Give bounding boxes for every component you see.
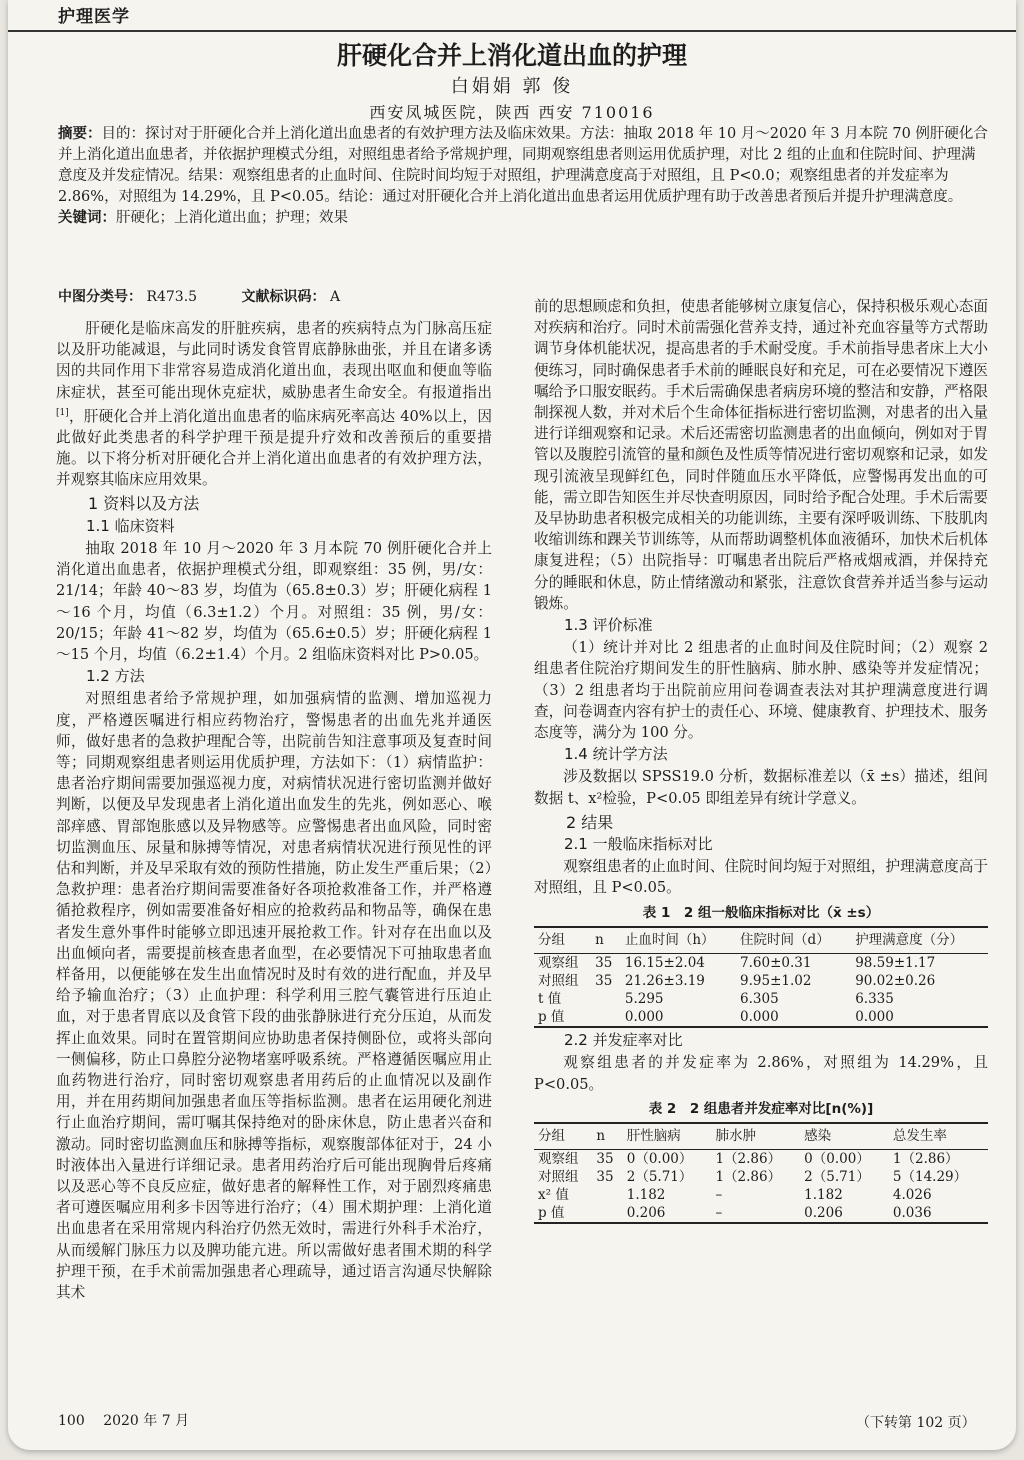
running-header [8, 0, 1016, 32]
table2-header: 分组 [534, 1123, 592, 1150]
general-paragraph: 观察组患者的止血时间、住院时间均短于对照组，护理满意度高于对照组，且 P<0.05。 [534, 858, 988, 897]
complications-paragraph: 观察组患者的并发症率为 2.86%，对照组为 14.29%，且 P<0.05。 [534, 1054, 988, 1093]
table2-header: 肝性脑病 [623, 1123, 712, 1150]
article-title: 肝硬化合并上消化道出血的护理 [336, 41, 687, 70]
clc-value: R473.5 [146, 289, 198, 305]
keywords-label: 关键词： [58, 210, 116, 226]
table-row: 观察组 35 16.15±2.04 7.60±0.31 98.59±1.17 [538, 955, 936, 972]
heading-methods: 1 资料以及方法 [88, 494, 200, 514]
table1 [534, 926, 988, 1028]
heading-statistics: 1.4 统计学方法 [564, 745, 668, 764]
keywords-text: 肝硬化；上消化道出血；护理；效果 [116, 210, 348, 226]
abstract-text: 目的：探讨对于肝硬化合并上消化道出血患者的有效护理方法及临床效果。方法：抽取 2018 年 10 月～2020 年 3 月本院 70 例肝硬化合并上消化道出血患者，并依据护理模式分组，对照组患者给予常规护理，同期观察组患者则运用优质护理，对比 2 组的止血和住院时间、护理满意度及并发症情况。结果：观察组患者的止血时间、住院时间均短于对照组，护理满意度高于对照组，且 P<0.0；观察组患者的并发症率为 2.86%，对照组为 14.29%，且 P<0.05。结论：通过对肝硬化合并上消化道出血患者运用优质护理有助于改善患者预后并提升护理满意度。 [58, 126, 988, 205]
table1-header: n [591, 927, 621, 954]
heading-complications: 2.2 并发症率对比 [564, 1031, 683, 1050]
keywords [58, 208, 988, 229]
journal-page [8, 0, 1016, 1450]
citation-ref: [1] [56, 407, 69, 418]
authors: 白娟娟 郭 俊 [450, 76, 574, 97]
doc-code-value: A [329, 289, 341, 305]
heading-results: 2 结果 [566, 812, 614, 832]
doc-code-label: 文献标识码： [241, 289, 326, 305]
evaluation-paragraph: （1）统计并对比 2 组患者的止血时间及住院时间；（2）观察 2 组患者住院治疗期间发生的肝性脑病、肺水肿、感染等并发症情况；（3）2 组患者均于出院前应用问卷调查表法对其护理满意度进行调查，问卷调查内容有护士的责任心、环境、健康教育、护理技术、服务态度等，满分为 100 分。 [534, 639, 988, 742]
table-row: 对照组 35 21.26±3.19 9.95±1.02 90.02±0.26 [538, 973, 936, 990]
right-column [534, 296, 988, 1224]
table2-title: 表 2 2 组患者并发症率对比[n(%)] [648, 1100, 874, 1117]
table2-header: 肺水肿 [711, 1123, 800, 1150]
table1-title: 表 1 2 组一般临床指标对比（x̄ ±s） [642, 904, 880, 921]
issue-date: 2020 年 7 月 [103, 1413, 190, 1429]
table1-header: 止血时间（h） [621, 927, 736, 954]
table2-header: 总发生率 [889, 1123, 988, 1150]
page-footer [58, 1410, 189, 1430]
method-paragraph: 对照组患者给予常规护理，如加强病情的监测、增加巡视力度，严格遵医嘱进行相应药物治疗，警惕患者的出血先兆并通医师，做好患者的急救护理配合等，出院前告知注意事项及复查时间等；同期观察组患者则运用优质护理，方法如下：（1）病情监护：患者治疗期间需要加强巡视力度，对病情状况进行密切监测并做好判断，以便及早发现患者上消化道出血发生的先兆，例如恶心、喉部痒感、胃部饱胀感以及异物感等。应警惕患者出血风险，同时密切监测血压、尿量和脉搏等情况，对患者病情状况进行预见性的评估和判断，并及早采取有效的预防性措施，防止发生严重后果；（2）急救护理：患者治疗期间需要准备好各项抢救准备工作，并严格遵循抢救程序，例如需要准备好相应的抢救药品和物品等，确保在患者发生意外事件时能够立即迅速开展抢救工作。针对存在出血以及出血倾向者，需要提前核查患者血型，在必要情况下可抽取患者血样备用，以便能够在发生出血情况时及时有效的进行配血，并及早给予输血治疗；（3）止血护理：科学利用三腔气囊管进行压迫止血，对于患者胃底以及食管下段的曲张静脉进行充分压迫，从而发挥止血效果。同时在置管期间应协助患者保持侧卧位，或将头部向一侧偏移，防止口鼻腔分泌物堵塞呼吸系统。严格遵循医嘱应用止血药物进行治疗，同时密切观察患者用药后的止血情况以及副作用，并在用药期间加强患者血压等指标监测。患者在运用硬化剂进行止血治疗期间，需叮嘱其保持绝对的卧床休息，防止患者兴奋和激动。同时密切监测血压和脉搏等指标，观察腹部体征对于，24 小时液体出入量进行详细记录。患者用药治疗后可能出现胸骨后疼痛以及恶心等不良反应症，做好患者的解释性工作，对于剧烈疼痛患者可遵医嘱应用利多卡因等进行治疗；（4）围术期护理：上消化道出血患者在采用常规内科治疗仍然无效时，需进行外科手术治疗，从而缓解门脉压力以及脾功能亢进。所以需做好患者围术期的科学护理干预，在手术前需加强患者心理疏导，通过语言沟通尽快解除其术 [56, 690, 492, 1301]
continued-note: （下转第 102 页） [856, 1415, 976, 1431]
abstract-label: 摘要： [58, 126, 102, 142]
table1-header: 住院时间（d） [736, 927, 851, 954]
table-row: p 值 0.000 0.000 0.000 [538, 1009, 894, 1026]
heading-general-indicators: 2.1 一般临床指标对比 [564, 835, 713, 854]
section-label: 护理医学 [58, 7, 130, 27]
clinical-paragraph: 抽取 2018 年 10 月～2020 年 3 月本院 70 例肝硬化合并上消化道出血患者，依据护理模式分组，即观察组：35 例，男/女：21/14；年龄 40～83 岁，均值为（65.8±0.3）岁；肝硬化病程 1～16 个月，均值（6.3±1.2）个月。对照组：35 例，男/女：20/15；年龄 41～82 岁，均值为（65.6±0.5）岁；肝硬化病程 1～15 个月，均值（6.2±1.4）个月。2 组临床资料对比 P>0.05。 [56, 539, 492, 663]
table-row: 对照组 35 2（5.71） 1（2.86） 2（5.71） 5（14.29） [538, 1169, 968, 1186]
table1-header: 护理满意度（分） [851, 927, 988, 954]
page-number: 100 [58, 1413, 85, 1429]
intro-paragraph: 肝硬化是临床高发的肝脏疾病，患者的疾病特点为门脉高压症以及肝功能减退，与此同时诱发食管胃底静脉曲张，并且在诸多诱因的共同作用下非常容易造成消化道出血，表现出呕血和便血等临床症状，甚至可能出现休克症状，威胁患者生命安全。有报道指出[1]，肝硬化合并上消化道出血患者的临床病死率高达 40%以上，因此做好此类患者的科学护理干预是提升疗效和改善预后的重要措施。以下将分析对肝硬化合并上消化道出血患者的有效护理方法，并观察其临床应用效果。 [56, 320, 492, 489]
abstract [58, 124, 988, 229]
heading-method: 1.2 方法 [86, 667, 145, 686]
table-row: x² 值 1.182 – 1.182 4.026 [538, 1187, 932, 1204]
heading-clinical-data: 1.1 临床资料 [86, 516, 175, 535]
table-row: p 值 0.206 – 0.206 0.036 [538, 1205, 932, 1222]
table2 [534, 1122, 988, 1224]
table-row: 观察组 35 0（0.00） 1（2.86） 0（0.00） 1（2.86） [538, 1151, 959, 1168]
statistics-paragraph: 涉及数据以 SPSS19.0 分析，数据标准差以（x̄ ±s）描述，组间数据 t、x²检验，P<0.05 即组差异有统计学意义。 [534, 768, 988, 807]
continued-paragraph: 前的思想顾虑和负担，使患者能够树立康复信心，保持积极乐观心态面对疾病和治疗。同时术前需强化营养支持，通过补充血容量等方式帮助调节身体机能状况，提高患者的手术耐受度。手术前指导患者床上大小便练习，同时确保患者手术前的睡眠良好和充足，可在必要情况下遵医嘱给予口服安眠药。手术后需确保患者病房环境的整洁和安静，严格限制探视人数，并对术后个生命体征指标进行密切监测，对患者的出入量进行详细观察和记录。术后还需密切监测患者的出血倾向，例如对于胃管以及腹腔引流管的量和颜色及性质等情况进行密切观察和记录，如发现引流液呈现鲜红色，同时伴随血压水平降低，应警惕再发出血的可能，需立即告知医生并尽快查明原因，同时给予配合处理。手术后需要及早协助患者积极完成相关的功能训练，主要有深呼吸训练、下肢肌肉收缩训练和踝关节训练等，从而帮助调整机体血液循环，加快术后机体康复进程；（5）出院指导：叮嘱患者出院后严格戒烟戒酒，并保持充分的睡眠和休息，防止情绪激动和紧张，注意饮食营养并适当参与运动锻炼。 [534, 298, 988, 612]
table-row: t 值 5.295 6.305 6.335 [538, 991, 894, 1008]
table2-header: 感染 [800, 1123, 889, 1150]
clc-label: 中图分类号： [58, 289, 142, 305]
table2-header: n [592, 1123, 622, 1150]
affiliation: 西安凤城医院，陕西 西安 710016 [369, 103, 655, 122]
heading-evaluation: 1.3 评价标准 [564, 616, 653, 635]
table1-header: 分组 [534, 927, 591, 954]
left-column [56, 318, 492, 1303]
